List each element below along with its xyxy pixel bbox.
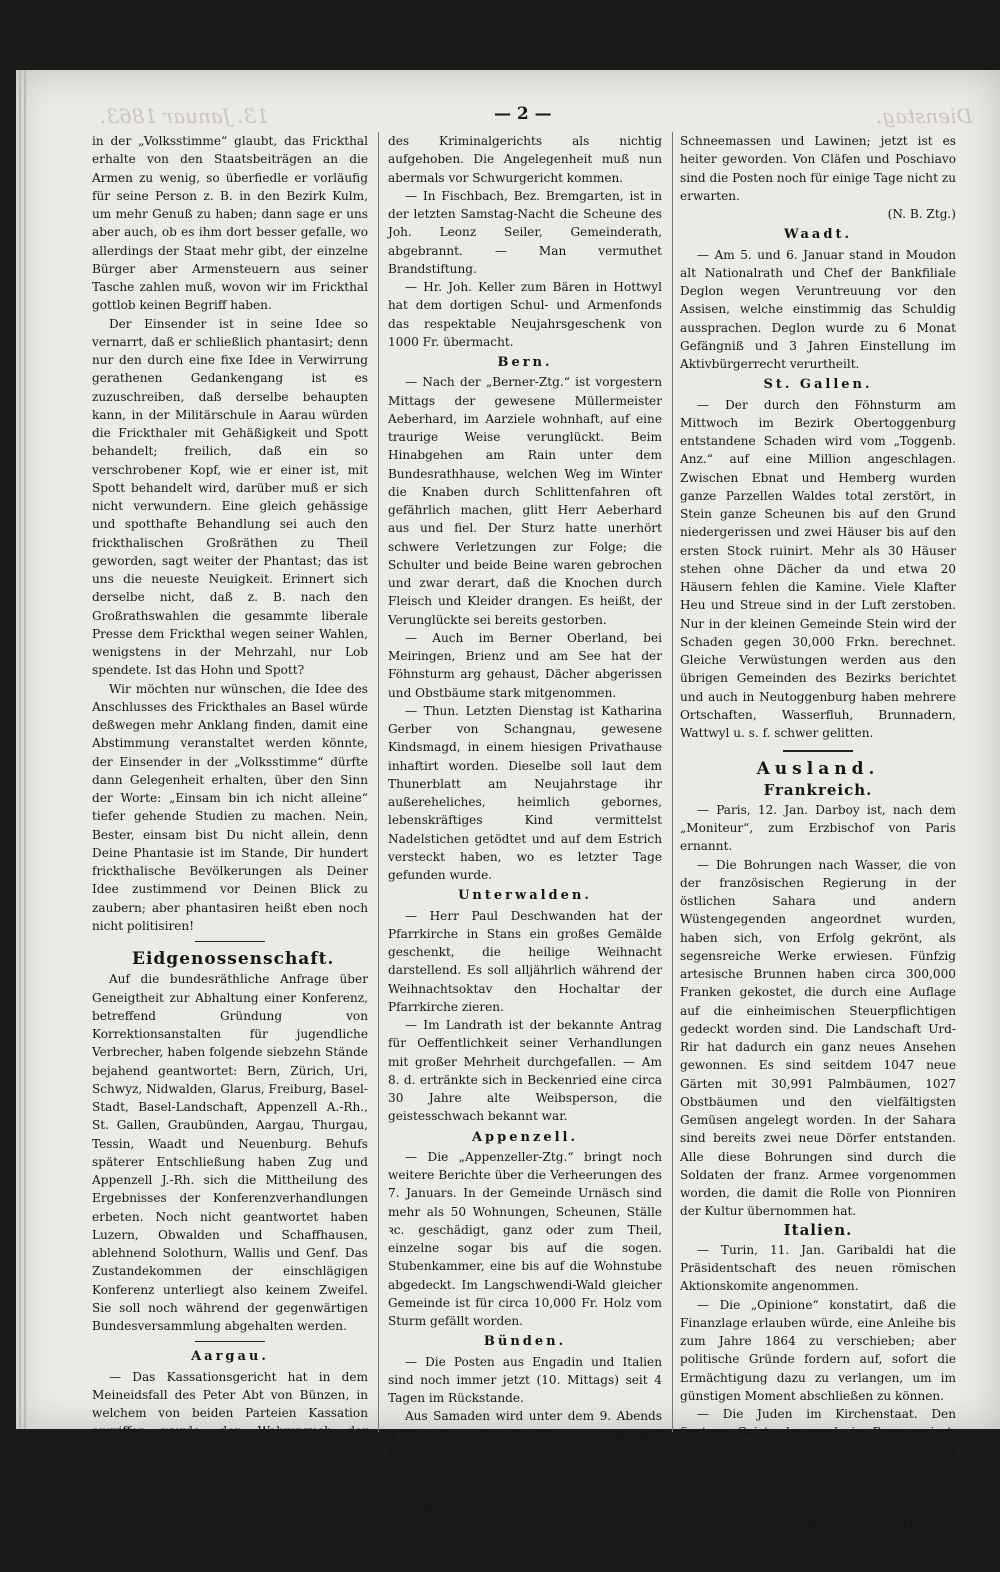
section-heading-ausland: Ausland. [756, 759, 880, 780]
section-heading-eidgenossenschaft: Eidgenossenschaft. [132, 949, 335, 969]
paragraph: — Im Landrath ist der bekannte Antrag für Oeffentlichkeit seiner Verhandlungen mit großer Mehrheit durchgefallen. — Am 8. d. ertränkte sich in Beckenried eine circa 30 Jahre alte Weibsperson, die geistesschwach bekannt war. [388, 1018, 662, 1124]
bleed-through-date: 13. Januar 1863. [100, 104, 269, 128]
column-1 [92, 132, 368, 1459]
paragraph: — Die „Appenzeller-Ztg.“ bringt noch weitere Berichte über die Verheerungen des 7. Januars. In der Gemeinde Urnäsch sind mehr als 50 Wohnungen, Scheunen, Ställe ꝛc. geschädigt, ganz oder zum Theil, einzelne sogar bis auf die sogen. Stubenkammer, eine bis auf die Wohnstube abgedeckt. Im Langschwendi-Wald gleicher Gemeinde ist für circa 10,000 Fr. Holz vom Sturm gefällt worden. [388, 1149, 662, 1328]
paragraph: — Die Posten aus Engadin und Italien sind noch immer jetzt (10. Mittags) seit 4 Tagen im Rückstande. [388, 1354, 662, 1405]
bleed-through-day: Dienstag. [876, 104, 973, 128]
paragraph: — Am 5. und 6. Januar stand in Moudon alt Nationalrath und Chef der Bankfiliale Deglon wegen Veruntreuung vor den Assisen, welche einstimmig das Schuldig aussprachen. Deglon wurde zu 6 Monat Gefängniß und 3 Jahren Einstellung im Aktivbürgerrecht verurtheilt. [680, 247, 956, 371]
paragraph: — Die Juden im Kirchenstaat. Den finstern Geist, der noch in Rom regiert, bezeichnet das Verfahren der Regierung gegen die Juden. In Velletri erhalten dieselben zwar die Erlaubniß, sich einige Tage in Handelsgeschäften aufzuhalten, dabei wird ihnen aber eingeschärft, sich während [680, 1407, 956, 1549]
column-divider [672, 132, 673, 1432]
paragraph: — Nach der „Berner-Ztg.“ ist vorgestern Mittags der gewesene Müllermeister Aeberhard, im Aarziele wohnhaft, auf eine traurige Weise verunglückt. Beim Hinabgehen am Rain unter dem Bundesrathhause, welchen Weg im Winter die Knaben durch Schlittenfahren oft gefährlich machen, glitt Herr Aeberhard aus und fiel. Der Sturz hatte unerhört schwere Verletzungen zur Folge; die Schulter und beide Beine waren gebrochen und zwar derart, daß die Knochen durch Fleisch und Kleider drangen. Es heißt, der Verunglückte sei bereits gestorben. [388, 375, 662, 627]
source-citation: (N. B. Ztg.) [887, 207, 956, 221]
paragraph: Auf die bundesräthliche Anfrage über Geneigtheit zur Abhaltung einer Konferenz, betreffend Gründung von Korrektionsanstalten für jugendliche Verbrecher, haben folgende siebzehn Stände bejahend geantwortet: Bern, Zürich, Uri, Schwyz, Nidwalden, Glarus, Freiburg, Basel-Stadt, Basel-Landschaft, Appenzell A.-Rh., St. Gallen, Graubünden, Aargau, Thurgau, Tessin, Waadt und Neuenburg. Behufs späterer Entschließung haben Zug und Appenzell J.-Rh. sich die Mittheilung des Ergebnisses der Konferenzverhandlungen erbeten. Noch nicht geantwortet haben Luzern, Obwalden und Schaffhausen, ablehnend Solothurn, Wallis und Genf. Das Zustandekommen der einschlägigen Konferenz unterliegt also keinem Zweifel. Sie soll noch während der gegenwärtigen Bundesversammlung abgehalten werden. [92, 972, 368, 1333]
paragraph: — Das Kassationsgericht hat in dem Meineidsfall des Peter Abt von Bünzen, in welchem von beiden Parteien Kassation ergriffen wurde, den Wahrspruch der Geschwornen und das darauf basirte Urtheil [92, 1369, 368, 1457]
paragraph: — Turin, 11. Jan. Garibaldi hat die Präsidentschaft des neuen römischen Aktionskomite angenommen. [680, 1242, 956, 1294]
section-heading-st-gallen: St. Gallen. [763, 377, 873, 393]
section-heading-aargau: Aargau. [191, 1349, 269, 1365]
section-heading-bunden: Bünden. [483, 1334, 567, 1350]
section-heading-bern: Bern. [497, 355, 553, 370]
paragraph: — Der durch den Föhnsturm am Mittwoch im Bezirk Obertoggenburg entstandene Schaden wird vom „Toggenb. Anz.“ auf eine Million angeschlagen. Zwischen Ebnat und Hemberg wurden ganze Parzellen Waldes total zerstört, in Stein ganze Scheunen bis auf den Grund niedergerissen und zwei Häuser bis auf den ersten Stock ruinirt. Mehr als 30 Häuser stehen ohne Dächer da und etwa 20 Häusern fehlen die Kamine. Viele Klafter Heu und Streue sind in der Luft zerstoben. Nur in der kleinen Gemeinde Stein wird der Schaden gegen 30,000 Frkn. berechnet. Gleiche Verwüstungen werden aus den übrigen Gemeinden des Bezirks berichtet und auch in Neutoggenburg haben mehrere Ortschaften, Wasserfluh, Brunnadern, Wattwyl u. s. f. schwer gelitten. [680, 397, 956, 740]
paragraph: Schneemassen und Lawinen; jetzt ist es heiter geworden. Von Cläfen und Poschiavo sind die Posten noch für einige Tage nicht zu erwarten. [680, 134, 956, 203]
paragraph: — Hr. Joh. Keller zum Bären in Hottwyl hat dem dortigen Schul- und Armenfonds das respektable Neujahrsgeschenk von 1000 Fr. übermacht. [388, 280, 662, 349]
paragraph: — Die „Opinione“ konstatirt, daß die Finanzlage erlauben würde, eine Anleihe bis zum Jahre 1864 zu verschieben; aber politische Gründe fordern auf, sofort die Ermächtigung dazu zu verlangen, um im günstigen Moment abschließen zu können. [680, 1297, 956, 1403]
page-header [16, 104, 1000, 134]
paragraph: — Thun. Letzten Dienstag ist Katharina Gerber von Schangnau, gewesene Kindsmagd, in einem hiesigen Privathause inhaftirt worden. Dieselbe soll laut dem Thunerblatt am Neujahrstage ihr außereheliches, heimlich gebornes, lebenskräftiges Kind vermittelst Nadelstichen getödtet und auf dem Estrich versteckt haben, wo es letzter Tage gefunden wurde. [388, 703, 662, 882]
paragraph: — Die Bohrungen nach Wasser, die von der französischen Regierung in der östlichen Sahara und andern Wüstengegenden angeordnet wurden, haben sich, von Erfolg gekrönt, als segensreiche Werke erwiesen. Fünfzig artesische Brunnen haben circa 300,000 Franken gekostet, die durch eine Auflage auf die einheimischen Steuerpflichtigen gedeckt worden sind. Die Landschaft Urd-Rir hat dadurch ein ganz neues Ansehen gewonnen. Es sind seitdem 1047 neue Gärten mit 30,991 Palmbäumen, 1027 Obstbäumen und den vielfältigsten Gemüsen angelegt worden. In der Sahara sind bereits zwei neue Dörfer entstanden. Alle diese Bohrungen sind durch die Soldaten der franz. Armee vorgenommen worden, die damit die Rolle von Pionniren der Kultur übernommen hat. [680, 857, 956, 1219]
section-heading-waadt: Waadt. [784, 227, 852, 243]
column-divider [378, 132, 379, 1432]
section-rule [195, 1341, 265, 1342]
page-edge [19, 70, 21, 1429]
section-rule [195, 941, 265, 942]
paragraph: Der Einsender ist in seine Idee so vernarrt, daß er schließlich phantasirt; denn nur den durch eine fixe Idee in Verwirrung gerathenen Gedankengang ist es zuzuschreiben, daß derselbe behaupten kann, in der Militärschule in Aarau würden die Frickthaler mit Gehäßigkeit und Spott behandelt; freilich, daß ein so verschrobener Kopf, wie er einer ist, mit Spott behandelt wird, darüber muß er sich nicht verwundern. Eine gleich gehässige und spotthafte Behandlung sei auch den frickthalischen Großräthen zu Theil geworden, sagt weiter der Phantast; das ist uns die neueste Neuigkeit. Erinnert sich derselbe nicht, daß z. B. nach den Großrathswahlen die gesammte liberale Presse dem Frickthal wegen seiner Wahlen, wenigstens in der Mehrzahl, nur Lob spendete. Ist das Hohn und Spott? [92, 316, 368, 678]
paragraph: — Paris, 12. Jan. Darboy ist, nach dem „Moniteur“, zum Erzbischof von Paris ernannt. [680, 802, 956, 854]
column-2 [388, 132, 662, 1572]
paragraph: — In Fischbach, Bez. Bremgarten, ist in der letzten Samstag-Nacht die Scheune des Joh. Leonz Seiler, Gemeinderath, abgebrannt. — Man vermuthet Brandstiftung. [388, 188, 662, 276]
paragraph: Aus Samaden wird unter dem 9. Abends 4 Uhr telegraphirt: Die Churerpost ist um 1 Uhr hier angelangt. Gestern (8.) gelangte sie von Morgens 7 Uhr von der veduta (dem Bergwirthshause) nach Silvaplana. (Ein Weg, der sonst bei guter Bahn in höchstens einer Stunde zurückgelegt wird). Die Schlitten mußte man auf der Berghöhe zurücklassen. — Ungeheure [388, 1409, 662, 1570]
paragraph: Wir möchten nur wünschen, die Idee des Anschlusses des Frickthales an Basel würde deßwegen mehr Anklang finden, damit eine Abstimmung veranstaltet werden könnte, der Einsender in der „Volksstimme“ dürfte dann Gelegenheit erhalten, über den Sinn der Worte: „Einsam bin ich nicht alleine“ tiefer gehende Studien zu machen. Nein, Bester, einsam bist Du nicht allein, denn Deine Phantasie ist im Stande, Dir hundert frickthalische Bevölkerungen als Deiner Idee zustimmend vor Deinen Blick zu zaubern; aber phantasiren heißt eben noch nicht politisiren! [92, 681, 368, 933]
paragraph: in der „Volksstimme“ glaubt, das Frickthal erhalte von den Staatsbeiträgen an die Armen zu wenig, so überfiedle er vorläufig für seine Person z. B. in den Bezirk Kulm, um mehr Genuß zu haben; dann sage er uns aber auch, ob es ihm dort besser gefalle, wo allerdings der Staat mehr gibt, der einzelne Bürger aber Armensteuern aus seiner Tasche zahlen muß, wovon wir im Frickthal gottlob keinen Begriff haben. [92, 134, 368, 313]
section-heading-appenzell: Appenzell. [471, 1129, 579, 1145]
newspaper-page [16, 70, 1000, 1570]
section-heading-unterwalden: Unterwalden. [458, 888, 592, 904]
paragraph: des Kriminalgerichts als nichtig aufgehoben. Die Angelegenheit muß nun abermals vor Schwurgericht kommen. [388, 134, 662, 185]
page-number: — 2 — [494, 104, 552, 124]
subheading-frankreich: Frankreich. [763, 780, 873, 799]
page-edge [24, 70, 26, 1429]
subheading-italien: Italien. [783, 1220, 853, 1239]
paragraph: — Herr Paul Deschwanden hat der Pfarrkirche in Stans ein großes Gemälde geschenkt, die heilige Weihnacht darstellend. Es soll alljährlich während der Weihnachtsoktav den Hochaltar der Pfarrkirche zieren. [388, 908, 662, 1014]
section-rule [783, 750, 853, 752]
paragraph: — Auch im Berner Oberland, bei Meiringen, Brienz und am See hat der Föhnsturm arg gehaust, Dächer abgerissen und Obstbäume stark mitgenommen. [388, 630, 662, 700]
column-3 [680, 132, 956, 1551]
